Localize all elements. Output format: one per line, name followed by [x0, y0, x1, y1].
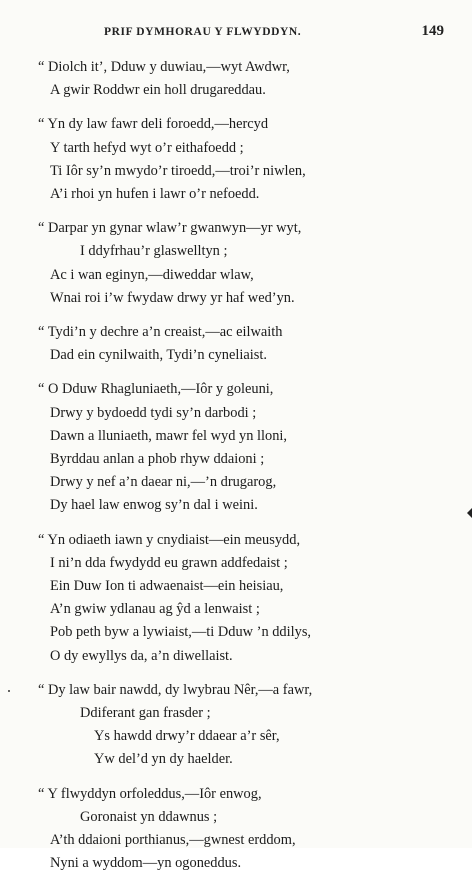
verse-line: I ddyfrhau’r glaswelltyn ;	[80, 243, 228, 260]
verse-line: Y tarth hefyd wyt o’r eithafoedd ;	[50, 139, 244, 156]
page-number: 149	[421, 23, 444, 39]
stanza	[38, 56, 448, 102]
verse-line: A’n gwiw ydlanau ag ŷd a lenwaist ;	[50, 601, 260, 618]
verse-line: Yw del’d yn dy haelder.	[94, 751, 233, 768]
stanza	[38, 113, 448, 206]
stanza	[38, 783, 448, 876]
verse-line: Drwy y bydoedd tydi sy’n darbodi ;	[50, 404, 257, 421]
verse-line: “ Tydi’n y dechre a’n creaist,—ac eilwaith	[38, 324, 283, 341]
verse-line: Ein Duw Ion ti adwaenaist—ein heisiau,	[50, 578, 284, 595]
verse-line: Dy hael law enwog sy’n dal i weini.	[50, 497, 258, 514]
poem-body	[38, 56, 448, 887]
verse-line: A gwir Roddwr ein holl drugareddau.	[50, 82, 266, 99]
verse-line: Wnai roi i’w fwydaw drwy yr haf wed’yn.	[50, 289, 295, 306]
verse-line: Byrddau anlan a phob rhyw ddaioni ;	[50, 451, 265, 468]
verse-line: “ Darpar yn gynar wlaw’r gwanwyn—yr wyt,	[38, 220, 302, 237]
verse-line: A’i rhoi yn hufen i lawr o’r nefoedd.	[50, 186, 260, 203]
verse-line: Ti Iôr sy’n mwydo’r tiroedd,—troi’r niwlen,	[50, 162, 306, 179]
verse-line: I ni’n dda fwydydd eu grawn addfedaist ;	[50, 554, 288, 571]
stanza	[38, 378, 448, 517]
verse-line: “ Yn dy law fawr deli foroedd,—hercyd	[38, 116, 269, 133]
verse-line: “ O Dduw Rhagluniaeth,—Iôr y goleuni,	[38, 381, 274, 398]
margin-mark	[467, 508, 472, 518]
verse-line: Goronaist yn ddawnus ;	[80, 808, 218, 825]
stanza	[38, 679, 448, 772]
verse-line: Pob peth byw a lywiaist,—ti Dduw ’n ddilys,	[50, 624, 312, 641]
verse-line: Ac i wan eginyn,—diweddar wlaw,	[50, 266, 254, 283]
verse-line: Drwy y nef a’n daear ni,—’n drugarog,	[50, 474, 277, 491]
page-speck	[8, 690, 10, 692]
stanza	[38, 321, 448, 367]
verse-line: Dawn a lluniaeth, mawr fel wyd yn lloni,	[50, 427, 287, 444]
verse-line: A’th ddaioni porthianus,—gwnest erddom,	[50, 832, 296, 849]
verse-line: Nyni a wyddom—yn ogoneddus.	[50, 855, 242, 872]
verse-line: “ Dy law bair nawdd, dy lwybrau Nêr,—a fawr,	[38, 681, 313, 698]
verse-line: Ddiferant gan frasder ;	[80, 705, 211, 722]
verse-line: O dy ewyllys da, a’n diwellaist.	[50, 647, 233, 664]
stanza	[38, 529, 448, 668]
verse-line: Ys hawdd drwy’r ddaear a’r sêr,	[94, 728, 280, 745]
verse-line: “ Yn odiaeth iawn y cnydiaist—ein meusydd,	[38, 531, 301, 548]
verse-line: “ Y flwyddyn orfoleddus,—Iôr enwog,	[38, 785, 262, 802]
verse-line: “ Diolch it’, Dduw y duwiau,—wyt Awdwr,	[38, 59, 290, 75]
verse-line: Dad ein cynilwaith, Tydi’n cyneliaist.	[50, 347, 267, 364]
running-title: PRIF DYMHORAU Y FLWYDDYN.	[104, 26, 302, 38]
stanza	[38, 217, 448, 310]
